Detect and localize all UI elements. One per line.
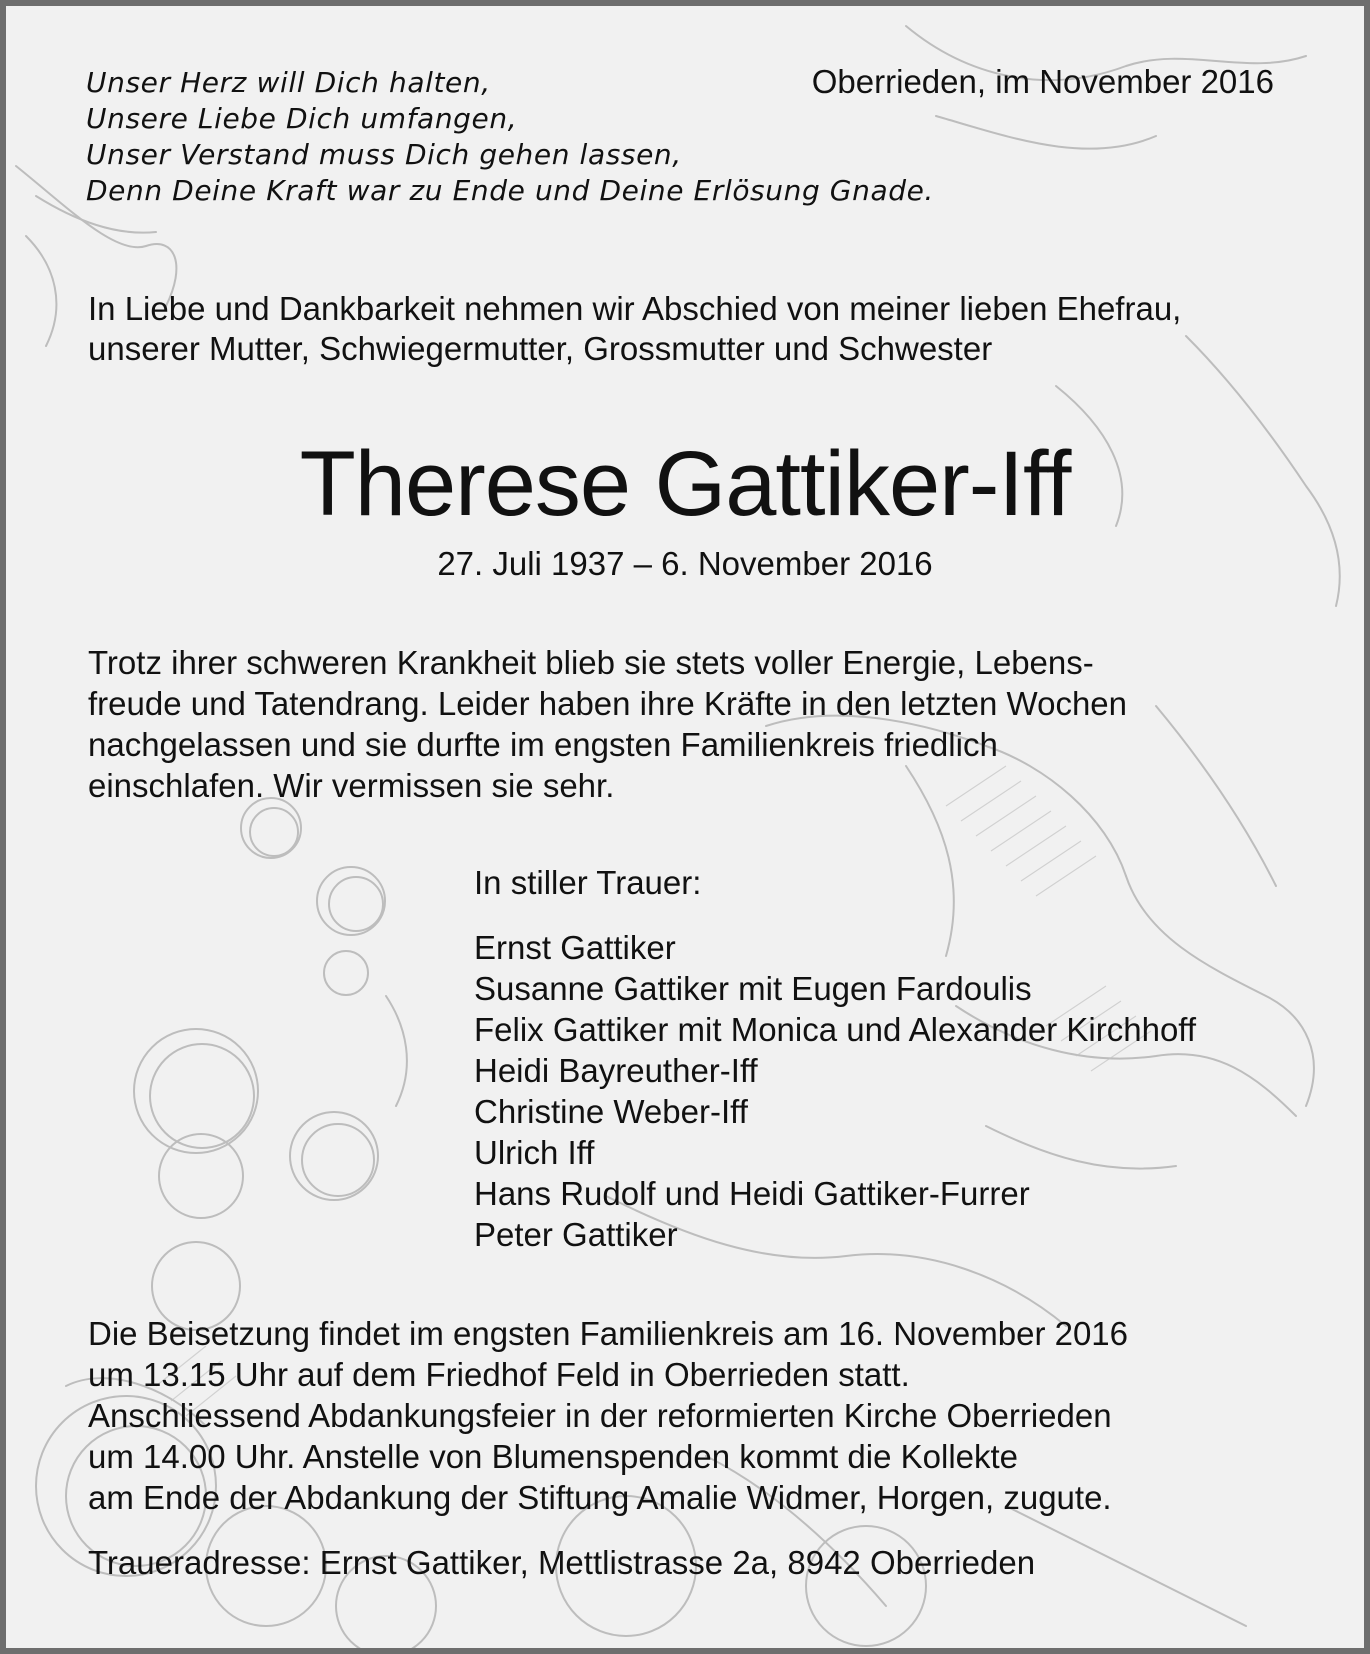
motto-line: Denn Deine Kraft war zu Ende und Deine Erlösung Gnade. bbox=[86, 174, 934, 207]
funeral-line: um 13.15 Uhr auf dem Friedhof Feld in Oberrieden statt. bbox=[88, 1356, 910, 1393]
deceased-name: Therese Gattiker-Iff bbox=[299, 433, 1071, 535]
funeral-line: Anschliessend Abdankungsfeier in der reformierten Kirche Oberrieden bbox=[88, 1397, 1112, 1434]
intro-line: unserer Mutter, Schwiegermutter, Grossmutter und Schwester bbox=[88, 330, 993, 367]
funeral-line: am Ende der Abdankung der Stiftung Amalie Widmer, Horgen, zugute. bbox=[88, 1479, 1112, 1516]
funeral-details bbox=[88, 1313, 1128, 1518]
funeral-line: Die Beisetzung findet im engsten Familienkreis am 16. November 2016 bbox=[88, 1315, 1129, 1352]
motto-line: Unser Verstand muss Dich gehen lassen, bbox=[86, 138, 682, 171]
mourner-name: Peter Gattiker bbox=[474, 1216, 678, 1253]
mourning-address: Traueradresse: Ernst Gattiker, Mettlistrasse 2a, 8942 Oberrieden bbox=[88, 1544, 1036, 1581]
intro-text bbox=[88, 289, 1181, 369]
mourners-list bbox=[474, 862, 1196, 1255]
mourner-name: Ernst Gattiker bbox=[474, 929, 676, 966]
life-dates: 27. Juli 1937 – 6. November 2016 bbox=[437, 545, 933, 582]
tribute-text bbox=[88, 642, 1127, 806]
funeral-line: um 14.00 Uhr. Anstelle von Blumenspenden kommt die Kollekte bbox=[88, 1438, 1019, 1475]
tribute-line: einschlafen. Wir vermissen sie sehr. bbox=[88, 767, 615, 804]
intro-line: In Liebe und Dankbarkeit nehmen wir Abschied von meiner lieben Ehefrau, bbox=[88, 290, 1182, 327]
place-date: Oberrieden, im November 2016 bbox=[811, 63, 1274, 100]
mourner-name: Ulrich Iff bbox=[474, 1134, 595, 1171]
notice-content bbox=[6, 6, 1364, 1648]
tribute-line: Trotz ihrer schweren Krankheit blieb sie stets voller Energie, Lebens- bbox=[88, 644, 1094, 681]
motto-verse bbox=[86, 65, 934, 209]
mourner-name: Susanne Gattiker mit Eugen Fardoulis bbox=[474, 970, 1032, 1007]
mourner-name: Heidi Bayreuther-Iff bbox=[474, 1052, 758, 1089]
mourners-heading: In stiller Trauer: bbox=[474, 864, 702, 901]
tribute-line: nachgelassen und sie durfte im engsten Familienkreis friedlich bbox=[88, 726, 998, 763]
mourner-name: Hans Rudolf und Heidi Gattiker-Furrer bbox=[474, 1175, 1030, 1212]
motto-line: Unser Herz will Dich halten, bbox=[86, 66, 491, 99]
mourner-name: Christine Weber-Iff bbox=[474, 1093, 748, 1130]
mourner-name: Felix Gattiker mit Monica und Alexander Kirchhoff bbox=[474, 1011, 1197, 1048]
tribute-line: freude und Tatendrang. Leider haben ihre Kräfte in den letzten Wochen bbox=[88, 685, 1128, 722]
motto-line: Unsere Liebe Dich umfangen, bbox=[86, 102, 518, 135]
